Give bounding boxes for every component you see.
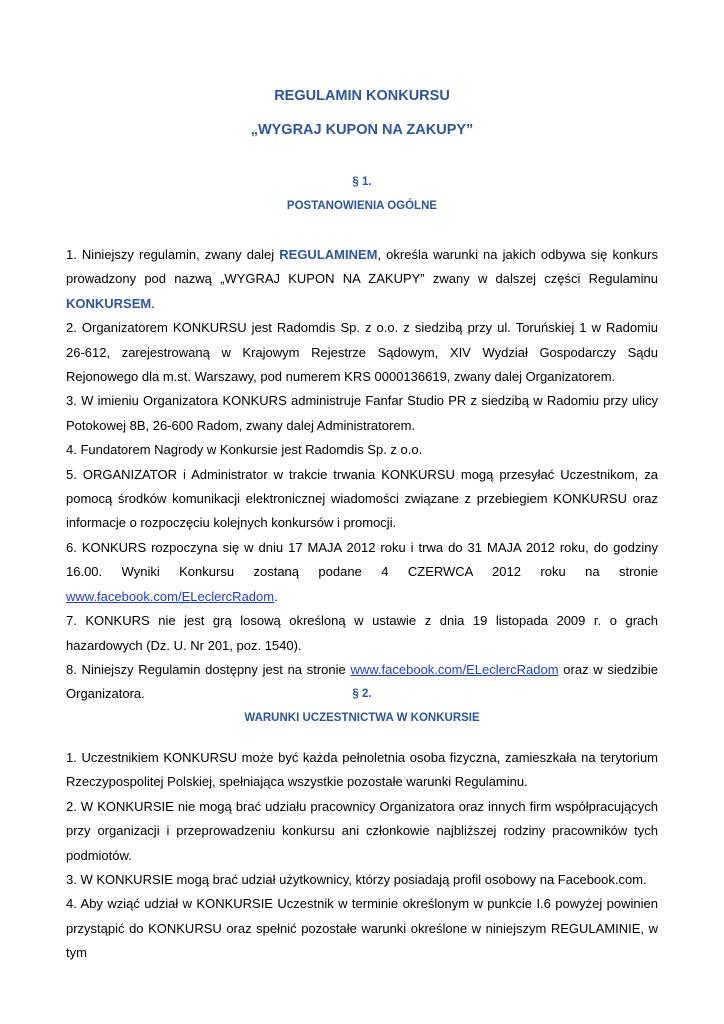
section1-paragraph-6 (66, 536, 658, 609)
paragraph-text: 8. Niniejszy Regulamin dostępny jest na stronie (66, 661, 351, 677)
section1-paragraph-3: 3. W imieniu Organizatora KONKURS administruje Fanfar Studio PR z siedzibą w Radomiu przy ulicy Potokowej 8B, 26-600 Radom, zwany dalej Administratorem. (66, 393, 658, 433)
section1-paragraph-1 (66, 243, 658, 316)
section2-number: § 2. (352, 688, 372, 700)
paragraph-text: , określa warunki na jakich odbywa się konkurs prowadzony pod nazwą „WYGRAJ KUPON NA ZAKUPY” zwany w dalszej części Regulaminu (66, 247, 658, 287)
document-title-line2: „WYGRAJ KUPON NA ZAKUPY” (250, 122, 474, 138)
section2-paragraph-2: 2. W KONKURSIE nie mogą brać udziału pracownicy Organizatora oraz innych firm współpracujących przy organizacji i przeprowadzeniu konkursu ani członkowie najbliższej rodziny pracowników tych podmiotów. (66, 798, 658, 863)
section2-body (66, 746, 658, 966)
section2-heading: WARUNKI UCZESTNICTWA W KONKURSIE (244, 712, 480, 724)
section2-paragraph-1: 1. Uczestnikiem KONKURSU może być każda pełnoletnia osoba fizyczna, zamieszkała na terytorium Rzeczypospolitej Polskiej, spełniająca wszystkie pozostałe warunki Regulaminu. (66, 750, 658, 790)
paragraph-text: 1. Niniejszy regulamin, zwany dalej (66, 247, 280, 262)
facebook-link[interactable]: www.facebook.com/ELeclercRadom (350, 661, 559, 677)
facebook-link[interactable]: www.facebook.com/ELeclercRadom (66, 588, 275, 604)
section1-paragraph-5: 5. ORGANIZATOR i Administrator w trakcie trwania KONKURSU mogą przesyłać Uczestnikom, za pomocą środków komunikacji elektronicznej wiadomości związane z przebiegiem KONKURSU oraz informacje o rozpoczęciu kolejnych konkursów i promocji. (66, 466, 658, 531)
section2-paragraph-4: 4. Aby wziąć udział w KONKURSIE Uczestnik w terminie określonym w punkcie I.6 powyżej powinien przystąpić do KONKURSU oraz spełnić pozostałe warunki określone w niniejszym REGULAMINIE, w tym (66, 896, 658, 961)
section1-number: § 1. (352, 176, 372, 188)
section1-paragraph-4: 4. Fundatorem Nagrody w Konkursie jest Radomdis Sp. z o.o. (66, 442, 423, 458)
section1-paragraph-2: 2. Organizatorem KONKURSU jest Radomdis Sp. z o.o. z siedzibą przy ul. Toruńskiej 1 w Radomiu 26-612, zarejestrowaną w Krajowym Rejestrze Sądowym, XIV Wydział Gospodarczy Sądu Rejonowego dla m.st. Warszawy, pod numerem KRS 0000136619, zwany dalej Organizatorem. (66, 320, 658, 385)
regulamin-term: REGULAMINEM (279, 247, 378, 262)
konkurs-term: KONKURSEM (66, 295, 152, 311)
section2-paragraph-3: 3. W KONKURSIE mogą brać udział użytkownicy, którzy posiadają profil osobowy na Facebook.com. (66, 872, 647, 888)
section1-body (66, 243, 658, 707)
section1-heading: POSTANOWIENIA OGÓLNE (286, 200, 438, 212)
paragraph-text: . (151, 295, 155, 311)
paragraph-text: oraz w siedzibie Organizatora. (66, 661, 658, 702)
section1-paragraph-7: 7. KONKURS nie jest grą losową określoną w ustawie z dnia 19 listopada 2009 r. o grach hazardowych (Dz. U. Nr 201, poz. 1540). (66, 613, 658, 653)
paragraph-text: . (274, 588, 278, 604)
document-title-line1: REGULAMIN KONKURSU (274, 88, 450, 104)
paragraph-text: 6. KONKURS rozpoczyna się w dniu 17 MAJA 2012 roku i trwa do 31 MAJA 2012 roku, do godziny 16.00. Wyniki Konkursu zostaną podane 4 CZERWCA 2012 roku na stronie (66, 539, 658, 580)
